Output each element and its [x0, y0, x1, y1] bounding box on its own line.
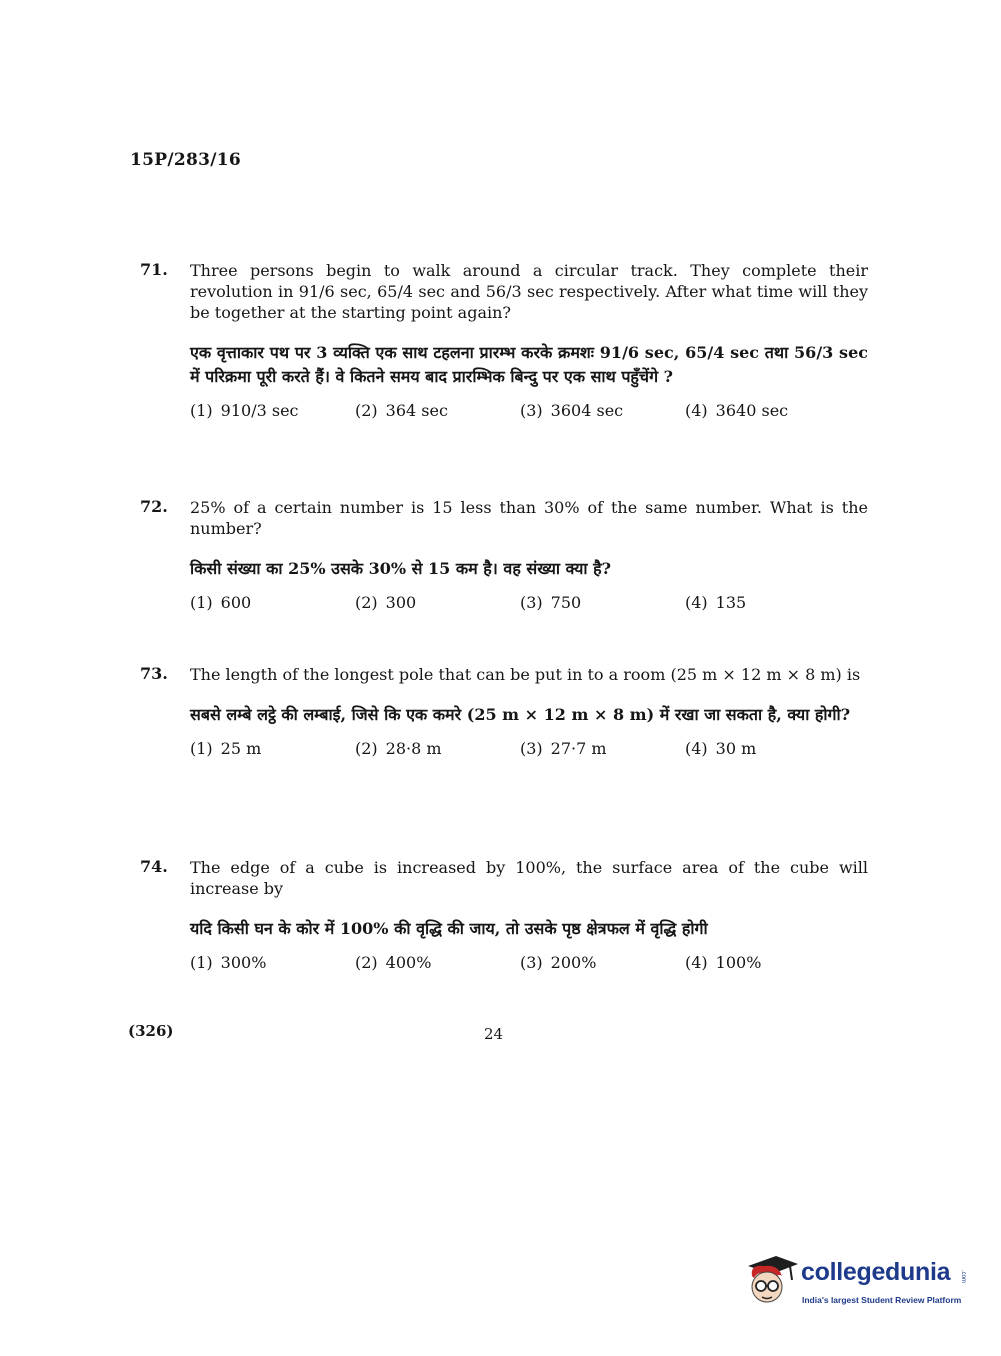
question-text-hindi: सबसे लम्बे लट्ठे की लम्बाई, जिसे कि एक कमरे (25 m × 12 m × 8 m) में रखा जा सकता है, क्या होगी?	[190, 705, 851, 724]
option-label: (3)	[520, 401, 543, 420]
collegedunia-watermark	[742, 1248, 972, 1310]
option-text: 300%	[220, 953, 267, 972]
option-label: (4)	[685, 739, 708, 758]
option-text: 28·8 m	[385, 739, 442, 758]
question-text-hindi: किसी संख्या का 25% उसके 30% से 15 कम है। वह संख्या क्या है?	[190, 559, 611, 578]
option-2	[355, 401, 520, 420]
option-text: 3640 sec	[715, 401, 789, 420]
option-1	[190, 739, 355, 758]
option-label: (4)	[685, 593, 708, 612]
question-text-english: The length of the longest pole that can be put in to a room (25 m × 12 m × 8 m) is	[190, 665, 861, 684]
brand-suffix: .com	[960, 1270, 966, 1284]
options	[190, 739, 868, 758]
option-label: (1)	[190, 953, 213, 972]
option-label: (1)	[190, 593, 213, 612]
option-text: 3604 sec	[550, 401, 624, 420]
option-text: 200%	[550, 953, 597, 972]
option-label: (3)	[520, 593, 543, 612]
paper-code: 15P/283/16	[130, 150, 242, 170]
option-label: (4)	[685, 953, 708, 972]
option-4	[685, 593, 850, 612]
option-1	[190, 401, 355, 420]
option-label: (2)	[355, 401, 378, 420]
option-4	[685, 739, 850, 758]
option-3	[520, 593, 685, 612]
options	[190, 953, 868, 972]
option-label: (3)	[520, 953, 543, 972]
question-text-english: 25% of a certain number is 15 less than 30% of the same number. What is the number?	[190, 498, 868, 538]
option-text: 27·7 m	[550, 739, 607, 758]
options	[190, 593, 868, 612]
option-4	[685, 401, 850, 420]
page-number: 24	[484, 1025, 504, 1043]
brand-tagline: India's largest Student Review Platform	[802, 1295, 962, 1305]
option-2	[355, 953, 520, 972]
option-2	[355, 739, 520, 758]
question-73	[140, 664, 868, 758]
footer-code: (326)	[128, 1022, 174, 1040]
option-3	[520, 739, 685, 758]
option-text: 910/3 sec	[220, 401, 299, 420]
option-text: 600	[220, 593, 252, 612]
question-text-english: The edge of a cube is increased by 100%, the surface area of the cube will increase by	[190, 858, 868, 898]
option-text: 300	[385, 593, 417, 612]
option-text: 750	[550, 593, 582, 612]
option-text: 100%	[715, 953, 762, 972]
option-label: (2)	[355, 739, 378, 758]
options	[190, 401, 868, 420]
option-4	[685, 953, 850, 972]
question-71	[140, 260, 868, 420]
question-text-english: Three persons begin to walk around a circular track. They complete their revolution in 91/6 sec, 65/4 sec and 56/3 sec respectively. After what time will they be together at the starting point again?	[190, 261, 868, 322]
question-text-hindi: एक वृत्ताकार पथ पर 3 व्यक्ति एक साथ टहलना प्रारम्भ करके क्रमशः 91/6 sec, 65/4 sec तथा 56/3 sec में परिक्रमा पूरी करते हैं। वे कितने समय बाद प्रारम्भिक बिन्दु पर एक साथ पहुँचेंगे ?	[190, 343, 868, 386]
question-74	[140, 857, 868, 972]
option-text: 364 sec	[385, 401, 448, 420]
student-mascot-icon	[742, 1252, 800, 1308]
option-3	[520, 953, 685, 972]
option-3	[520, 401, 685, 420]
question-number: 72.	[140, 497, 168, 516]
option-label: (1)	[190, 401, 213, 420]
brand-name: collegedunia	[801, 1258, 951, 1286]
option-text: 25 m	[220, 739, 262, 758]
question-number: 74.	[140, 857, 168, 876]
question-text-hindi: यदि किसी घन के कोर में 100% की वृद्धि की जाय, तो उसके पृष्ठ क्षेत्रफल में वृद्धि होगी	[190, 919, 708, 938]
option-text: 135	[715, 593, 747, 612]
option-1	[190, 593, 355, 612]
question-number: 71.	[140, 260, 168, 279]
option-label: (2)	[355, 953, 378, 972]
option-label: (1)	[190, 739, 213, 758]
option-2	[355, 593, 520, 612]
question-number: 73.	[140, 664, 168, 683]
option-label: (4)	[685, 401, 708, 420]
option-text: 30 m	[715, 739, 757, 758]
option-label: (3)	[520, 739, 543, 758]
option-label: (2)	[355, 593, 378, 612]
option-1	[190, 953, 355, 972]
option-text: 400%	[385, 953, 432, 972]
question-72	[140, 497, 868, 612]
